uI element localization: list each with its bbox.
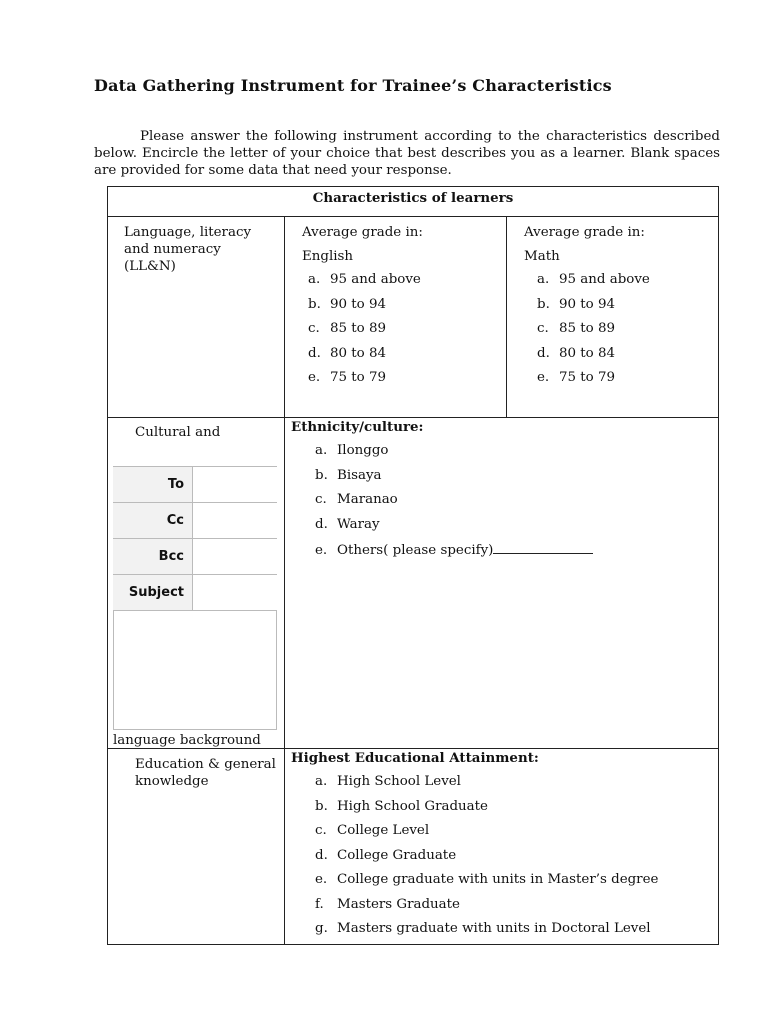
option-letter: e. (315, 543, 328, 558)
option-letter: e. (537, 370, 550, 385)
option-text: Masters graduate with units in Doctoral Level (337, 921, 651, 936)
ethnicity-option[interactable] (315, 541, 593, 558)
ethnicity-option[interactable] (315, 517, 380, 532)
option-text: Waray (337, 516, 380, 532)
math-heading: Average grade in: (524, 225, 645, 240)
row-label-education: Education & general knowledge (135, 757, 276, 789)
email-bcc-label: Bcc (113, 539, 193, 574)
option-text: 80 to 84 (330, 345, 387, 361)
option-letter: g. (315, 921, 328, 936)
email-bcc-row[interactable] (113, 538, 277, 574)
math-grade-option[interactable] (537, 370, 615, 385)
option-letter: a. (537, 272, 550, 287)
option-text: Masters Graduate (337, 896, 460, 912)
ethnicity-option[interactable] (315, 468, 382, 483)
option-text: Others( please specify) (337, 543, 494, 558)
ethnicity-heading: Ethnicity/culture: (291, 419, 424, 435)
option-letter: e. (315, 872, 328, 887)
education-heading: Highest Educational Attainment: (291, 750, 539, 766)
option-text: College Level (337, 823, 430, 838)
ethnicity-option[interactable] (315, 492, 398, 507)
email-subject-label: Subject (113, 575, 193, 610)
option-text: 90 to 94 (330, 296, 387, 312)
option-text: 85 to 89 (559, 321, 616, 336)
option-text: 75 to 79 (559, 370, 616, 385)
option-letter: e. (308, 370, 321, 385)
option-letter: d. (315, 847, 328, 863)
option-text: Ilonggo (337, 443, 389, 458)
option-text: High School Level (337, 774, 461, 789)
email-to-row[interactable] (113, 466, 277, 502)
english-subject: English (302, 249, 354, 264)
page-title: Data Gathering Instrument for Trainee’s Characteristics (94, 76, 612, 95)
table-header: Characteristics of learners (312, 190, 514, 206)
option-text: Maranao (337, 492, 398, 507)
option-letter: b. (308, 296, 321, 312)
email-cc-label: Cc (113, 503, 193, 538)
option-text: 95 and above (330, 272, 421, 287)
english-heading: Average grade in: (302, 225, 423, 240)
option-text: 90 to 94 (559, 296, 616, 312)
ethnicity-option[interactable] (315, 443, 388, 458)
math-grade-option[interactable] (537, 272, 650, 287)
option-letter: b. (537, 296, 550, 312)
education-option[interactable] (315, 799, 488, 814)
option-text: 85 to 89 (330, 321, 387, 336)
education-option[interactable] (315, 872, 658, 887)
education-option[interactable] (315, 921, 651, 936)
email-body-area[interactable] (113, 610, 277, 730)
english-grade-option[interactable] (308, 321, 386, 336)
email-compose-panel (113, 466, 277, 610)
math-subject: Math (524, 249, 560, 264)
education-option[interactable] (315, 897, 460, 912)
option-text: 75 to 79 (330, 370, 387, 385)
option-text: High School Graduate (337, 798, 488, 814)
row-label-llan: Language, literacy and numeracy (LL&N) (124, 225, 252, 274)
option-letter: c. (315, 492, 327, 507)
option-letter: d. (308, 345, 321, 361)
option-letter: c. (315, 823, 327, 838)
education-option[interactable] (315, 774, 461, 789)
math-grade-option[interactable] (537, 321, 615, 336)
math-grade-option[interactable] (537, 297, 615, 312)
english-grade-option[interactable] (308, 346, 386, 361)
specify-blank-line[interactable] (493, 541, 593, 554)
row-label-language: language background (113, 733, 261, 748)
option-text: Bisaya (337, 467, 382, 483)
option-letter: a. (315, 443, 328, 458)
email-cc-row[interactable] (113, 502, 277, 538)
option-letter: f. (315, 896, 324, 912)
option-letter: b. (315, 798, 328, 814)
option-letter: b. (315, 467, 328, 483)
option-text: 80 to 84 (559, 345, 616, 361)
email-subject-row[interactable] (113, 574, 277, 610)
education-option[interactable] (315, 848, 456, 863)
row-label-cultural: Cultural and (135, 425, 221, 440)
option-text: 95 and above (559, 272, 650, 287)
education-option[interactable] (315, 823, 429, 838)
option-letter: a. (315, 774, 328, 789)
option-letter: d. (315, 516, 328, 532)
option-letter: c. (308, 321, 320, 336)
english-grade-option[interactable] (308, 272, 421, 287)
email-to-label: To (113, 467, 193, 502)
option-letter: d. (537, 345, 550, 361)
english-grade-option[interactable] (308, 370, 386, 385)
math-grade-option[interactable] (537, 346, 615, 361)
english-grade-option[interactable] (308, 297, 386, 312)
instructions-paragraph: Please answer the following instrument according to the characteristics described below. Encircle the letter of your choice that best describes you as a learner. Blank spaces are provided for some data that need your response. (94, 129, 720, 178)
option-letter: c. (537, 321, 549, 336)
option-text: College Graduate (337, 847, 457, 863)
option-text: College graduate with units in Master’s degree (337, 872, 659, 887)
option-letter: a. (308, 272, 321, 287)
